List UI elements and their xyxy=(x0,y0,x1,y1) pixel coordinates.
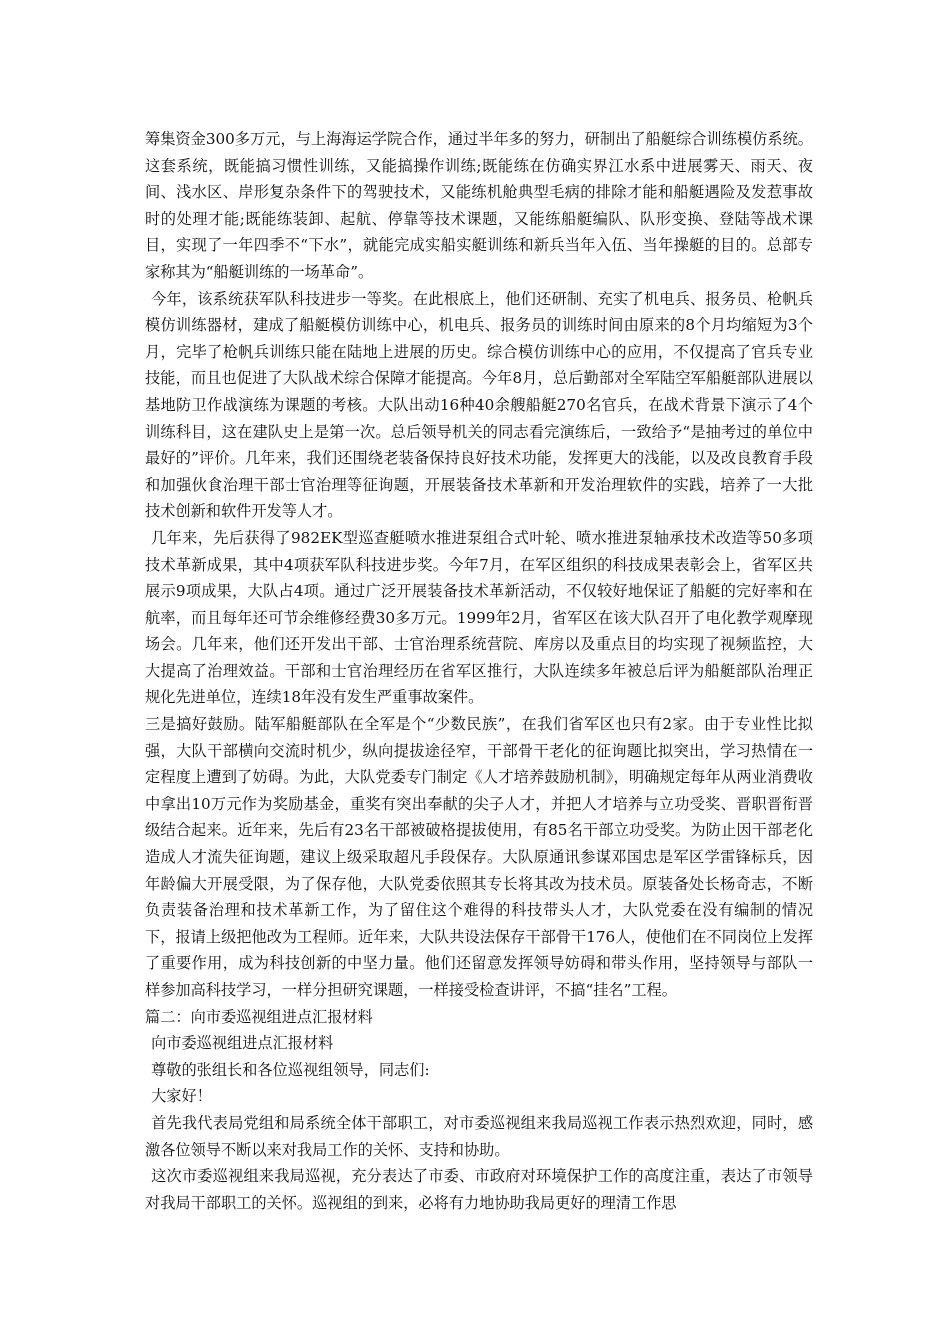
paragraph-1: 筹集资金300多万元，与上海海运学院合作，通过半年多的努力，研制出了船艇综合训练模仿系统。这套系统，既能搞习惯性训练，又能搞操作训练;既能练在仿确实界江水系中进展雾天、雨天、夜间、浅水区、岸形复杂条件下的驾驶技术，又能练机舱典型毛病的排除才能和船艇遇险及发惹事故时的处理才能;既能练装卸、起航、停靠等技术课题，又能练船艇编队、队形变换、登陆等战术课目，实现了一年四季不“下水”，就能完成实船实艇训练和新兵当年入伍、当年操艇的目的。总部专家称其为“船艇训练的一场革命”。 xyxy=(145,130,813,281)
report-title: 向市委巡视组进点汇报材料 xyxy=(151,1034,334,1053)
paragraph-4: 三是搞好鼓励。陆军船艇部队在全军是个“少数民族”，在我们省军区也只有2家。由于专业性比拟强，大队干部横向交流时机少，纵向提拔途径窄，干部骨干老化的征询题比拟突出，学习热情在一定程度上遭到了妨碍。为此，大队党委专门制定《人才培养鼓励机制》，明确规定每年从两业消费收中拿出10万元作为奖励基金，重奖有突出奉献的尖子人才，并把人才培养与立功受奖、晋职晋衔晋级结合起来。近年来，先后有23名干部被破格提拔使用，有85名干部立功受奖。为防止因干部老化造成人才流失征询题，建议上级采取超凡手段保存。大队原通讯参谋邓国忠是军区学雷锋标兵，因年龄偏大开展受限，为了保存他，大队党委依照其专长将其改为技术员。原装备处长杨奇志，不断负责装备治理和技术革新工作，为了留住这个难得的科技带头人才，大队党委在没有编制的情况下，报请上级把他改为工程师。近年来，大队共设法保存干部骨干176人，使他们在不同岗位上发挥了重要作用，成为科技创新的中坚力量。他们还留意发挥领导妨碍和带头作用，坚持领导与部队一样参加高科技学习，一样分担研究课题，一样接受检查讲评，不搞“挂名”工程。 xyxy=(145,715,813,999)
greeting: 大家好！ xyxy=(151,1087,212,1106)
paragraph-welcome: 首先我代表局党组和局系统全体干部职工，对市委巡视组来我局巡视工作表示热烈欢迎，同时，感激各位领导不断以来对我局工作的关怀、支持和协助。 xyxy=(145,1113,813,1159)
paragraph-inspection: 这次市委巡视组来我局巡视，充分表达了市委、市政府对环境保护工作的高度注重，表达了市领导对我局干部职工的关怀。巡视组的到来，必将有力地协助我局更好的理清工作思 xyxy=(145,1167,813,1212)
document-page xyxy=(145,126,813,1216)
salutation: 尊敬的张组长和各位巡视组领导，同志们: xyxy=(151,1060,430,1079)
paragraph-3: 几年来，先后获得了982EK型巡查艇喷水推进泵组合式叶轮、喷水推进泵轴承技术改造等50多项技术革新成果，其中4项获军队科技进步奖。今年7月，在军区组织的科技成果表彰会上，省军区共展示9项成果，大队占4项。通过广泛开展装备技术革新活动，不仅较好地保证了船艇的完好率和在航率，而且每年还可节余维修经费30多万元。1999年2月，省军区在该大队召开了电化教学观摩现场会。几年来，他们还开发出干部、士官治理系统营院、库房以及重点目的均实现了视频监控，大大提高了治理效益。干部和士官治理经历在省军区推行，大队连续多年被总后评为船艇部队治理正规化先进单位，连续18年没有发生严重事故案件。 xyxy=(145,528,813,707)
section-heading: 篇二：向市委巡视组进点汇报材料 xyxy=(145,1007,373,1026)
paragraph-2: 今年，该系统获军队科技进步一等奖。在此根底上，他们还研制、充实了机电兵、报务员、枪帆兵模仿训练器材，建成了船艇模仿训练中心，机电兵、报务员的训练时间由原来的8个月均缩短为3个月，完毕了枪帆兵训练只能在陆地上进展的历史。综合模仿训练中心的应用，不仅提高了官兵专业技能，而且也促进了大队战术综合保障才能提高。今年8月，总后勤部对全军陆空军船艇部队进展以基地防卫作战演练为课题的考核。大队出动16种40余艘船艇270名官兵，在战术背景下演示了4个训练科目，这在建队史上是第一次。总后领导机关的同志看完演练后，一致给予“是抽考过的单位中最好的”评价。几年来，我们还围绕老装备保持良好技术功能，发挥更大的浅能，以及改良教育手段和加强伙食治理干部士官治理等征询题，开展装备技术革新和开发治理软件的实践，培养了一大批技术创新和软件开发等人才。 xyxy=(145,289,813,521)
